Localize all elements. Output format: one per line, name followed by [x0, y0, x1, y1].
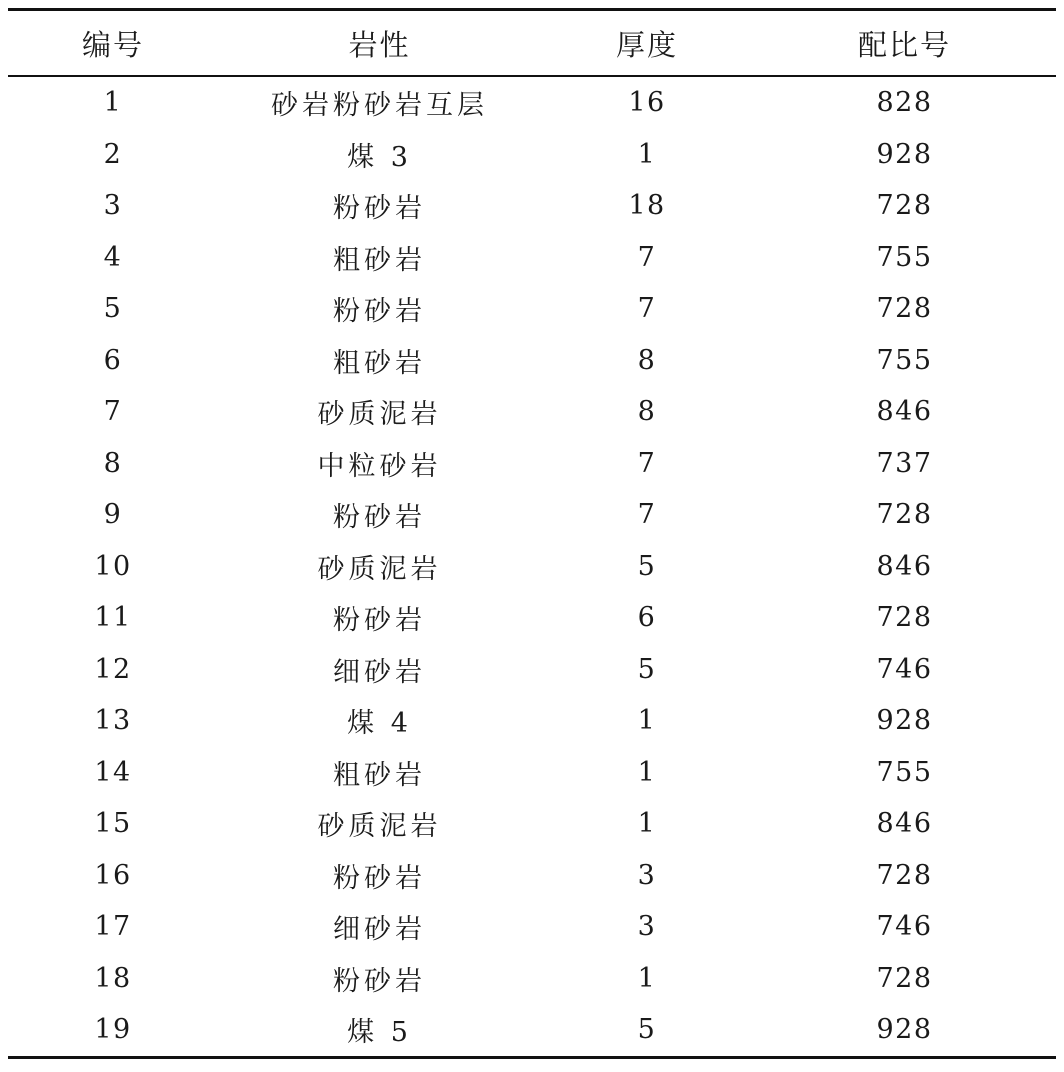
ratio-cell: 755 [876, 344, 933, 376]
id-cell: 1 [103, 87, 123, 119]
lithology-cell: 中粒砂岩 [317, 450, 442, 482]
thickness-cell: 1 [637, 808, 657, 840]
lithology-cell: 粗砂岩 [333, 244, 426, 276]
ratio-cell: 746 [876, 653, 933, 685]
ratio-cell: 746 [876, 911, 933, 943]
table-row [8, 592, 1056, 644]
data-table-container [8, 8, 1056, 1059]
ratio-cell: 755 [876, 756, 933, 788]
id-cell: 14 [94, 756, 132, 788]
thickness-cell: 8 [637, 344, 657, 376]
thickness-cell: 16 [628, 87, 666, 119]
lithology-cell: 砂岩粉砂岩互层 [271, 90, 488, 122]
thickness-cell: 1 [637, 756, 657, 788]
lithology-cell: 粉砂岩 [333, 502, 426, 534]
table-row [8, 438, 1056, 490]
table-row [8, 232, 1056, 284]
id-cell: 7 [103, 396, 123, 428]
header-lithology: 岩性 [348, 27, 411, 62]
lithology-cell: 砂质泥岩 [317, 811, 442, 843]
ratio-cell: 728 [876, 293, 933, 325]
ratio-cell: 846 [876, 396, 933, 428]
thickness-cell: 5 [637, 653, 657, 685]
id-cell: 12 [94, 653, 132, 685]
table-row [8, 1004, 1056, 1057]
lithology-cell: 煤 3 [347, 141, 412, 173]
thickness-cell: 5 [637, 550, 657, 582]
lithology-cell: 砂质泥岩 [317, 553, 442, 585]
table-body [8, 76, 1056, 1057]
thickness-cell: 8 [637, 396, 657, 428]
id-cell: 10 [94, 550, 132, 582]
thickness-cell: 1 [637, 962, 657, 994]
id-cell: 17 [94, 911, 132, 943]
lithology-cell: 粗砂岩 [333, 759, 426, 791]
table-row [8, 644, 1056, 696]
thickness-cell: 7 [637, 293, 657, 325]
table-row [8, 695, 1056, 747]
thickness-cell: 7 [637, 447, 657, 479]
ratio-cell: 828 [876, 87, 933, 119]
id-cell: 6 [103, 344, 123, 376]
lithology-cell: 煤 4 [347, 708, 412, 740]
id-cell: 8 [103, 447, 123, 479]
id-cell: 2 [103, 138, 123, 170]
id-cell: 16 [94, 859, 132, 891]
table-row [8, 541, 1056, 593]
lithology-cell: 砂质泥岩 [317, 399, 442, 431]
lithology-cell: 细砂岩 [333, 914, 426, 946]
header-row [8, 10, 1056, 77]
lithology-cell: 细砂岩 [333, 656, 426, 688]
table-row [8, 953, 1056, 1005]
lithology-cell: 粉砂岩 [333, 965, 426, 997]
table-row [8, 180, 1056, 232]
ratio-cell: 846 [876, 550, 933, 582]
thickness-cell: 1 [637, 138, 657, 170]
table-row [8, 489, 1056, 541]
table-row [8, 335, 1056, 387]
thickness-cell: 3 [637, 859, 657, 891]
table-row [8, 386, 1056, 438]
table-row [8, 798, 1056, 850]
lithology-cell: 粉砂岩 [333, 193, 426, 225]
id-cell: 13 [94, 705, 132, 737]
lithology-cell: 粗砂岩 [333, 347, 426, 379]
header-thickness: 厚度 [615, 27, 678, 62]
table-row [8, 747, 1056, 799]
id-cell: 5 [103, 293, 123, 325]
header-id: 编号 [81, 27, 144, 62]
id-cell: 15 [94, 808, 132, 840]
ratio-cell: 755 [876, 241, 933, 273]
thickness-cell: 7 [637, 241, 657, 273]
thickness-cell: 3 [637, 911, 657, 943]
table-row [8, 850, 1056, 902]
id-cell: 11 [94, 602, 132, 634]
thickness-cell: 5 [637, 1014, 657, 1046]
lithology-cell: 粉砂岩 [333, 296, 426, 328]
id-cell: 19 [94, 1014, 132, 1046]
thickness-cell: 18 [628, 190, 666, 222]
lithology-cell: 粉砂岩 [333, 862, 426, 894]
lithology-table [8, 8, 1056, 1059]
table-row [8, 129, 1056, 181]
header-ratio: 配比号 [857, 27, 951, 62]
id-cell: 4 [103, 241, 123, 273]
ratio-cell: 728 [876, 190, 933, 222]
ratio-cell: 728 [876, 602, 933, 634]
ratio-cell: 737 [876, 447, 933, 479]
thickness-cell: 7 [637, 499, 657, 531]
id-cell: 3 [103, 190, 123, 222]
table-row [8, 283, 1056, 335]
ratio-cell: 728 [876, 859, 933, 891]
ratio-cell: 928 [876, 1014, 933, 1046]
lithology-cell: 煤 5 [347, 1017, 412, 1049]
ratio-cell: 728 [876, 499, 933, 531]
table-header [8, 10, 1056, 77]
id-cell: 9 [103, 499, 123, 531]
table-row [8, 901, 1056, 953]
lithology-cell: 粉砂岩 [333, 605, 426, 637]
table-row [8, 76, 1056, 129]
ratio-cell: 846 [876, 808, 933, 840]
thickness-cell: 6 [637, 602, 657, 634]
thickness-cell: 1 [637, 705, 657, 737]
ratio-cell: 928 [876, 705, 933, 737]
id-cell: 18 [94, 962, 132, 994]
ratio-cell: 728 [876, 962, 933, 994]
ratio-cell: 928 [876, 138, 933, 170]
